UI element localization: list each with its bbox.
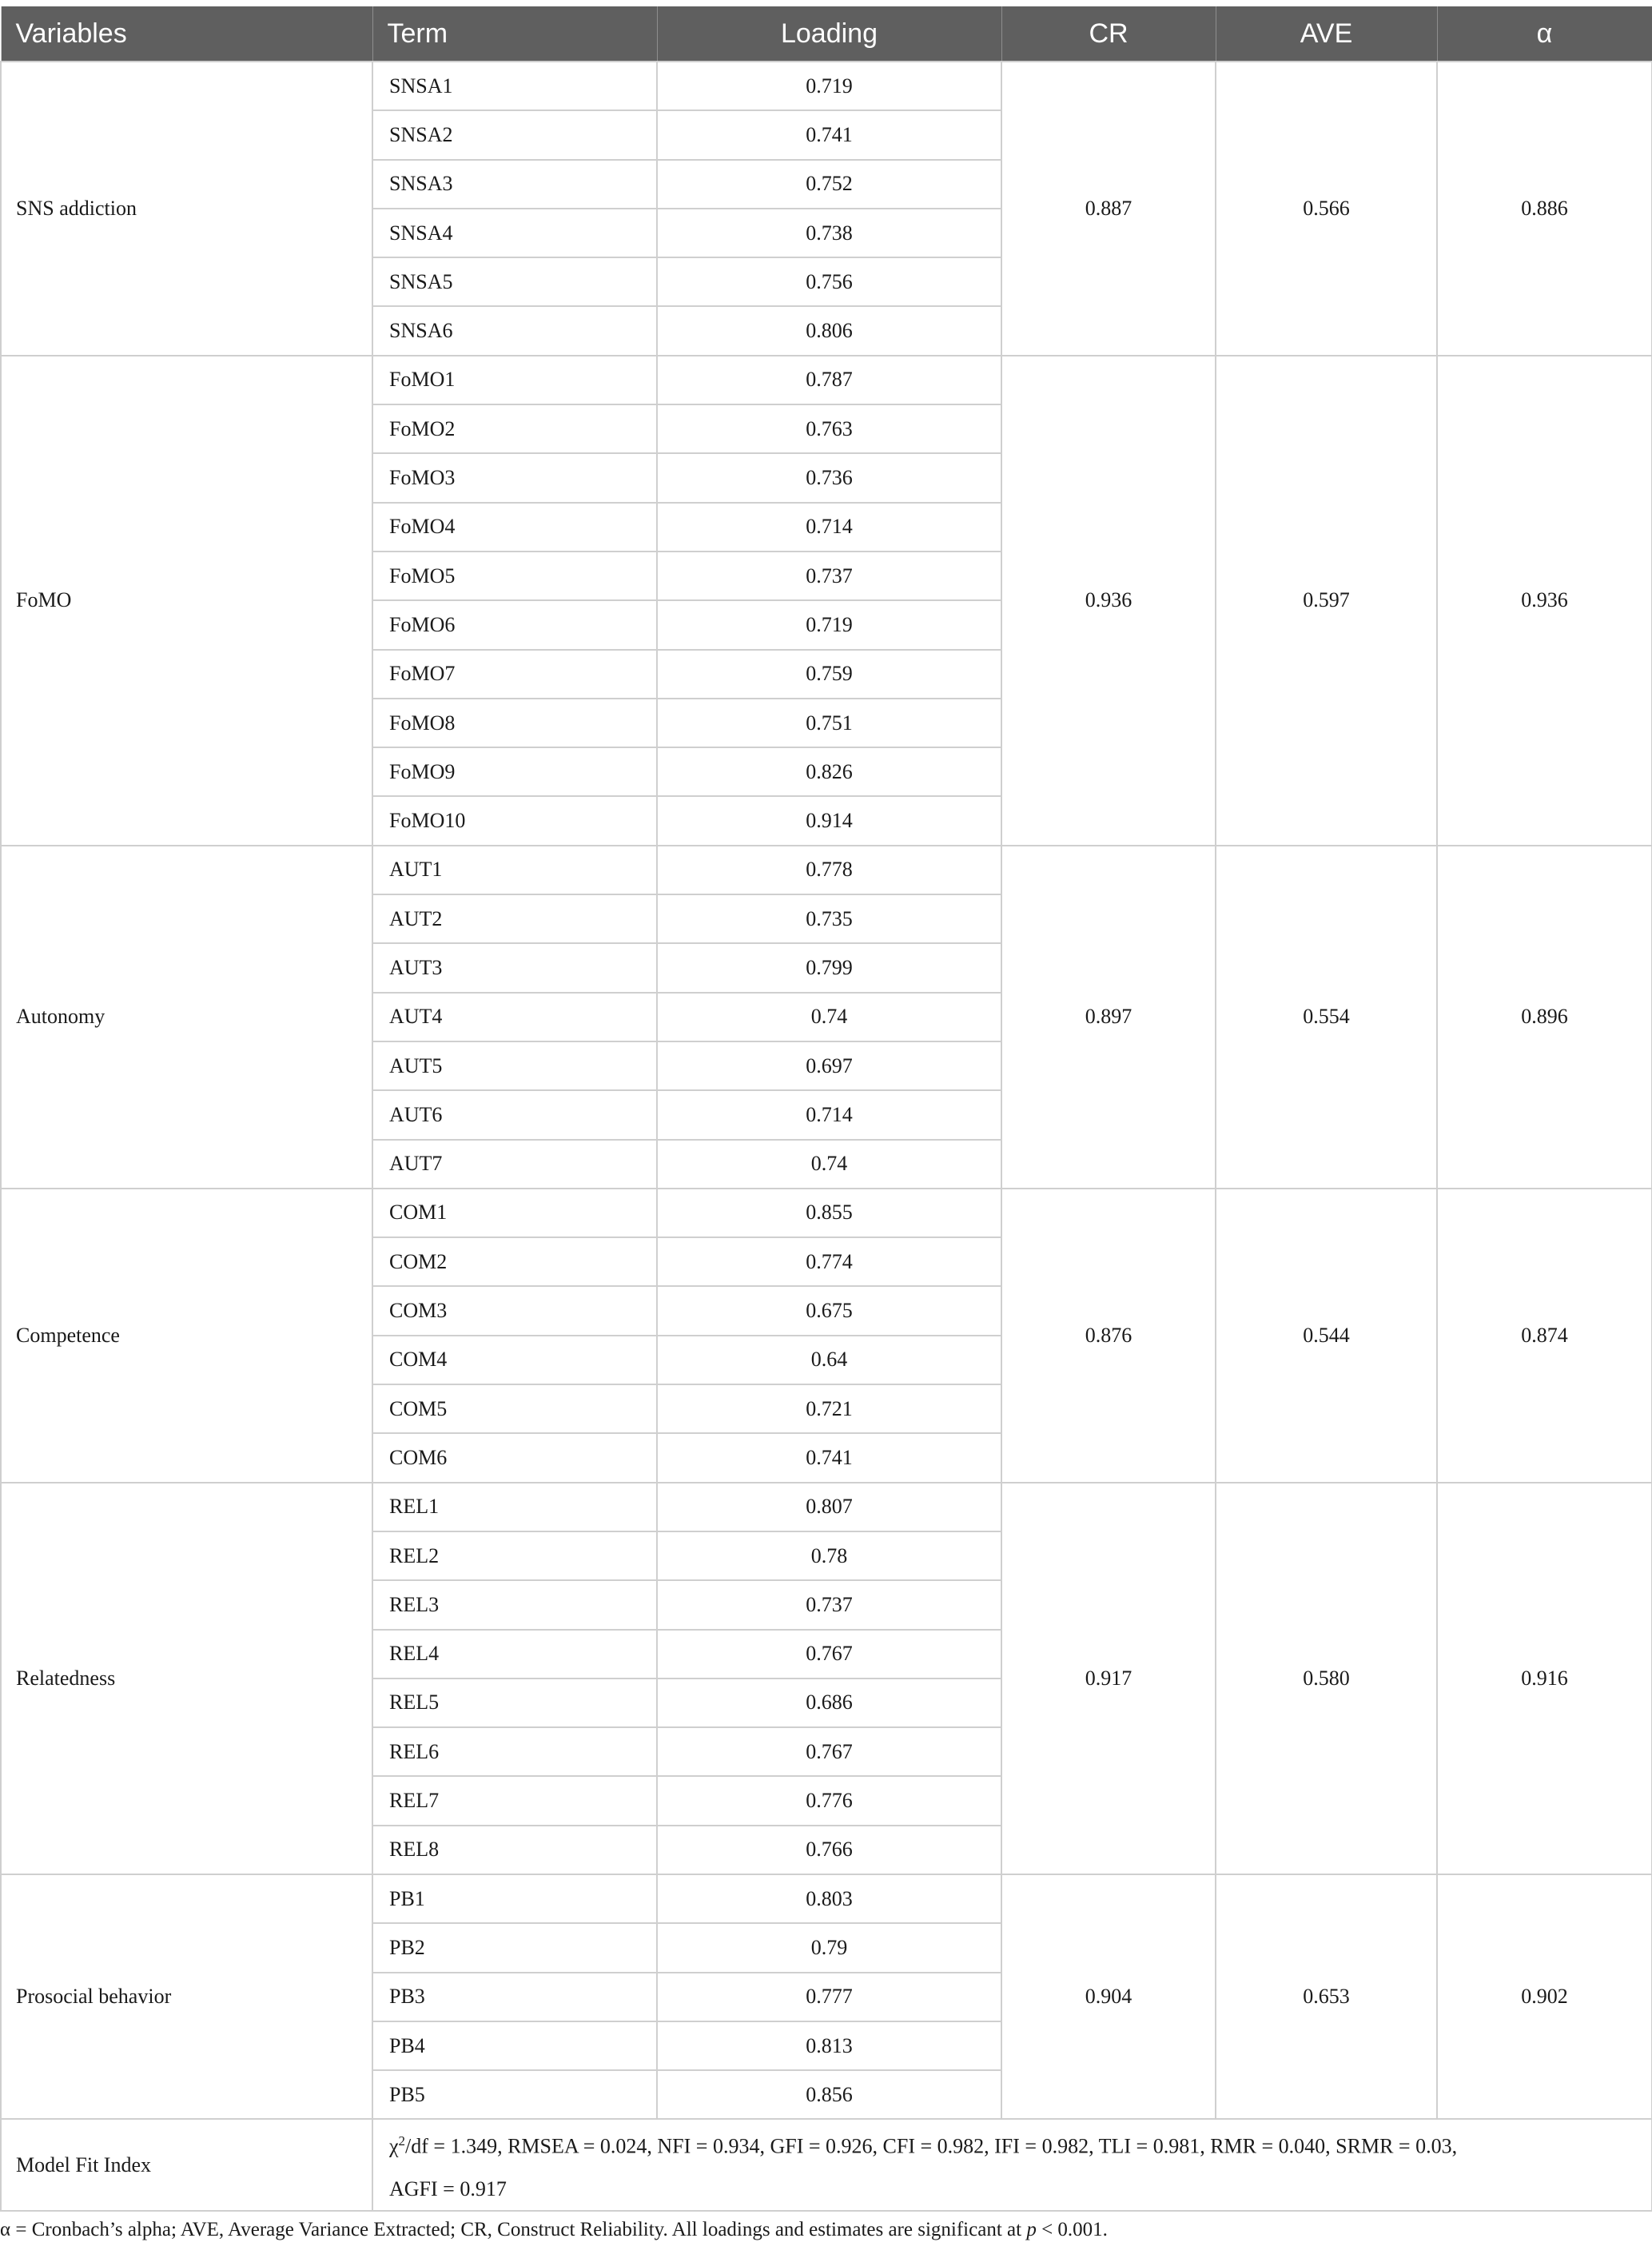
loading-cell: 0.766 [657, 1826, 1001, 1874]
header-loading: Loading [657, 6, 1001, 62]
model-fit-line1: /df = 1.349, RMSEA = 0.024, NFI = 0.934, GFI = 0.926, CFI = 0.982, IFI = 0.982, TLI = 0.981, RMR = 0.040, SRMR = 0.03, [405, 2135, 1458, 2159]
header-row [1, 6, 1652, 62]
term-cell: PB5 [372, 2070, 657, 2119]
variable-cell: SNS addiction [1, 62, 372, 356]
alpha-cell: 0.936 [1437, 356, 1652, 846]
chi-superscript: 2 [398, 2133, 406, 2149]
model-fit-row [1, 2119, 1652, 2211]
loading-cell: 0.756 [657, 257, 1001, 306]
term-cell: PB1 [372, 1874, 657, 1923]
term-cell: SNSA2 [372, 110, 657, 159]
table-row [1, 1874, 1652, 1923]
loading-cell: 0.774 [657, 1237, 1001, 1286]
alpha-cell: 0.886 [1437, 62, 1652, 356]
loading-cell: 0.855 [657, 1189, 1001, 1237]
footnote-tail: < 0.001. [1036, 2219, 1108, 2240]
term-cell: FoMO1 [372, 356, 657, 404]
table-row [1, 1189, 1652, 1237]
loading-cell: 0.778 [657, 846, 1001, 894]
loading-cell: 0.777 [657, 1973, 1001, 2021]
cr-cell: 0.887 [1001, 62, 1216, 356]
table-container [0, 6, 1652, 2212]
term-cell: COM3 [372, 1286, 657, 1335]
alpha-cell: 0.896 [1437, 846, 1652, 1189]
term-cell: SNSA6 [372, 306, 657, 355]
loading-cell: 0.751 [657, 699, 1001, 747]
model-fit-values [372, 2119, 1652, 2211]
term-cell: AUT7 [372, 1140, 657, 1189]
header-ave: AVE [1216, 6, 1437, 62]
term-cell: REL8 [372, 1826, 657, 1874]
alpha-cell: 0.874 [1437, 1189, 1652, 1483]
term-cell: FoMO8 [372, 699, 657, 747]
loading-cell: 0.914 [657, 796, 1001, 845]
term-cell: FoMO10 [372, 796, 657, 845]
term-cell: FoMO2 [372, 404, 657, 453]
term-cell: AUT3 [372, 943, 657, 992]
loading-cell: 0.64 [657, 1336, 1001, 1384]
loading-cell: 0.752 [657, 160, 1001, 209]
term-cell: REL4 [372, 1630, 657, 1679]
loading-cell: 0.806 [657, 306, 1001, 355]
alpha-cell: 0.916 [1437, 1483, 1652, 1874]
loading-cell: 0.767 [657, 1727, 1001, 1776]
term-cell: REL7 [372, 1776, 657, 1825]
term-cell: SNSA5 [372, 257, 657, 306]
cr-cell: 0.904 [1001, 1874, 1216, 2119]
header-term: Term [372, 6, 657, 62]
loading-cell: 0.74 [657, 1140, 1001, 1189]
loading-cell: 0.856 [657, 2070, 1001, 2119]
term-cell: FoMO9 [372, 747, 657, 796]
loading-cell: 0.78 [657, 1531, 1001, 1580]
loading-cell: 0.799 [657, 943, 1001, 992]
loading-cell: 0.737 [657, 1580, 1001, 1629]
ave-cell: 0.544 [1216, 1189, 1437, 1483]
ave-cell: 0.653 [1216, 1874, 1437, 2119]
loading-cell: 0.719 [657, 62, 1001, 110]
table-footnote [0, 2219, 1108, 2241]
loading-cell: 0.714 [657, 503, 1001, 552]
table-row [1, 62, 1652, 110]
term-cell: COM6 [372, 1433, 657, 1482]
header-alpha: α [1536, 18, 1553, 49]
loading-cell: 0.686 [657, 1679, 1001, 1727]
loading-cell: 0.675 [657, 1286, 1001, 1335]
footnote-main: α = Cronbach’s alpha; AVE, Average Variance Extracted; CR, Construct Reliability. All loadings and estimates are significant at [0, 2219, 1027, 2240]
cr-cell: 0.917 [1001, 1483, 1216, 1874]
loading-cell: 0.721 [657, 1384, 1001, 1433]
variable-cell: Autonomy [1, 846, 372, 1189]
term-cell: AUT6 [372, 1090, 657, 1139]
term-cell: AUT5 [372, 1041, 657, 1090]
term-cell: FoMO7 [372, 650, 657, 699]
ave-cell: 0.554 [1216, 846, 1437, 1189]
loading-cell: 0.787 [657, 356, 1001, 404]
loading-cell: 0.719 [657, 600, 1001, 649]
ave-cell: 0.597 [1216, 356, 1437, 846]
variable-cell: Prosocial behavior [1, 1874, 372, 2119]
loading-cell: 0.735 [657, 894, 1001, 943]
term-cell: SNSA1 [372, 62, 657, 110]
term-cell: COM2 [372, 1237, 657, 1286]
term-cell: SNSA3 [372, 160, 657, 209]
term-cell: COM1 [372, 1189, 657, 1237]
term-cell: PB2 [372, 1923, 657, 1972]
table-header [1, 6, 1652, 62]
model-fit-line2: AGFI = 0.917 [389, 2177, 507, 2201]
term-cell: AUT1 [372, 846, 657, 894]
ave-cell: 0.580 [1216, 1483, 1437, 1874]
loading-cell: 0.767 [657, 1630, 1001, 1679]
loading-cell: 0.776 [657, 1776, 1001, 1825]
loading-cell: 0.736 [657, 453, 1001, 502]
term-cell: PB3 [372, 1973, 657, 2021]
model-fit-label: Model Fit Index [1, 2119, 372, 2211]
term-cell: FoMO4 [372, 503, 657, 552]
term-cell: REL3 [372, 1580, 657, 1629]
loading-cell: 0.697 [657, 1041, 1001, 1090]
term-cell: REL2 [372, 1531, 657, 1580]
ave-cell: 0.566 [1216, 62, 1437, 356]
table-body [1, 62, 1652, 2211]
chi-symbol: χ [389, 2135, 399, 2159]
loading-cell: 0.74 [657, 993, 1001, 1041]
loading-cell: 0.826 [657, 747, 1001, 796]
header-cr: CR [1001, 6, 1216, 62]
header-variables: Variables [1, 6, 372, 62]
loading-cell: 0.738 [657, 209, 1001, 257]
footnote-p: p [1026, 2219, 1037, 2240]
term-cell: COM4 [372, 1336, 657, 1384]
table-row [1, 356, 1652, 404]
variable-cell: Competence [1, 1189, 372, 1483]
alpha-cell: 0.902 [1437, 1874, 1652, 2119]
term-cell: AUT2 [372, 894, 657, 943]
loading-cell: 0.737 [657, 552, 1001, 600]
table-row [1, 846, 1652, 894]
term-cell: REL1 [372, 1483, 657, 1531]
loading-cell: 0.803 [657, 1874, 1001, 1923]
loading-cell: 0.741 [657, 1433, 1001, 1482]
term-cell: FoMO5 [372, 552, 657, 600]
reliability-table [0, 6, 1652, 2212]
term-cell: PB4 [372, 2021, 657, 2070]
term-cell: REL5 [372, 1679, 657, 1727]
variable-cell: FoMO [1, 356, 372, 846]
loading-cell: 0.741 [657, 110, 1001, 159]
cr-cell: 0.936 [1001, 356, 1216, 846]
loading-cell: 0.714 [657, 1090, 1001, 1139]
loading-cell: 0.813 [657, 2021, 1001, 2070]
term-cell: AUT4 [372, 993, 657, 1041]
table-row [1, 1483, 1652, 1531]
variable-cell: Relatedness [1, 1483, 372, 1874]
loading-cell: 0.79 [657, 1923, 1001, 1972]
term-cell: SNSA4 [372, 209, 657, 257]
cr-cell: 0.876 [1001, 1189, 1216, 1483]
term-cell: COM5 [372, 1384, 657, 1433]
loading-cell: 0.807 [657, 1483, 1001, 1531]
loading-cell: 0.763 [657, 404, 1001, 453]
term-cell: REL6 [372, 1727, 657, 1776]
loading-cell: 0.759 [657, 650, 1001, 699]
term-cell: FoMO3 [372, 453, 657, 502]
term-cell: FoMO6 [372, 600, 657, 649]
cr-cell: 0.897 [1001, 846, 1216, 1189]
